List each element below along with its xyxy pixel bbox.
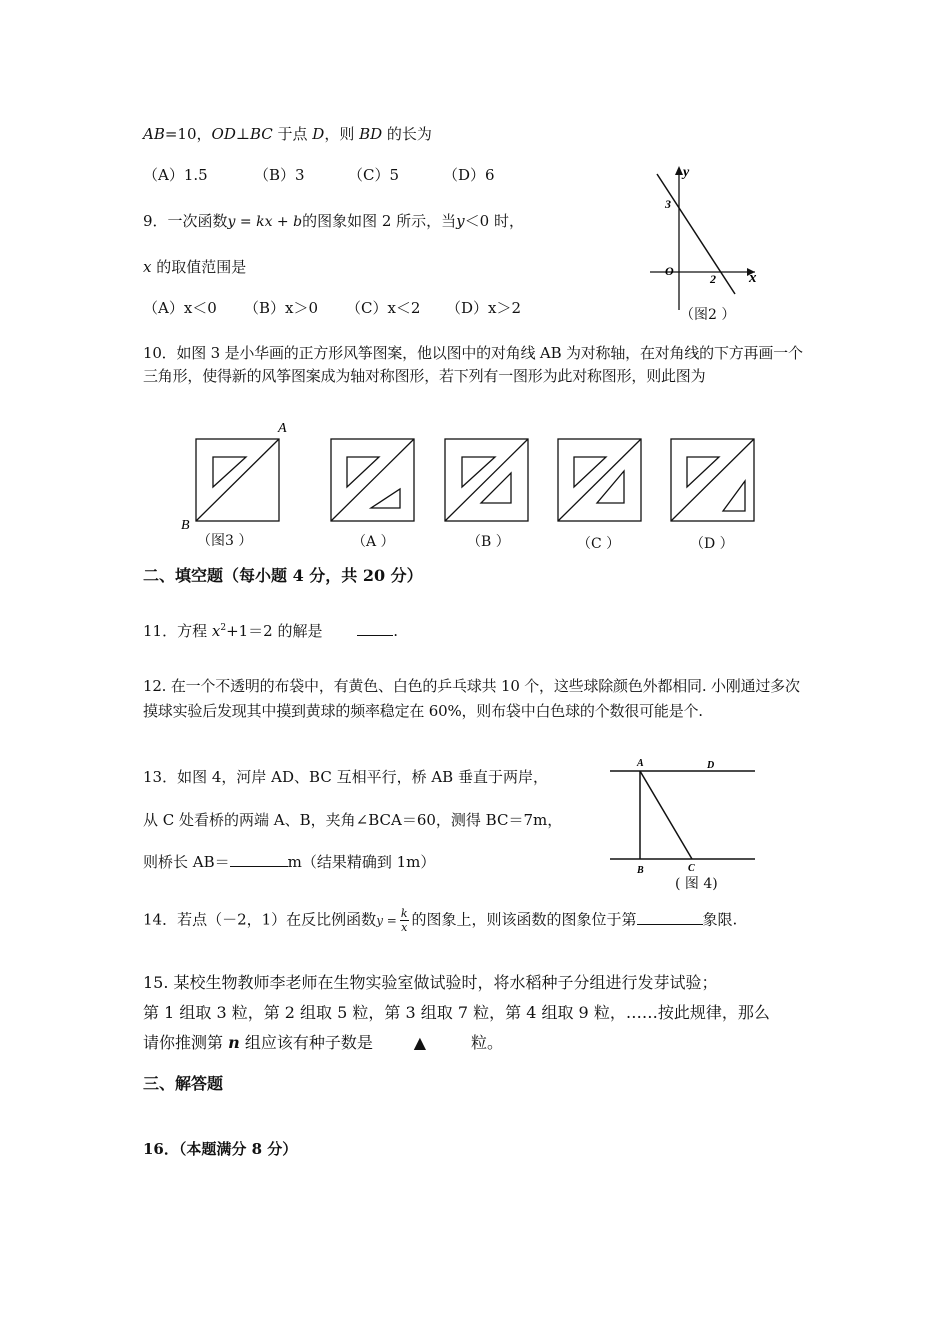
q15-line2: 第 1 组取 3 粒，第 2 组取 5 粒，第 3 组取 7 粒，第 4 组取 9 粒，……按此规律，那么 (143, 1003, 770, 1022)
y-axis-arrow (675, 166, 683, 175)
q11-answer-blank[interactable] (357, 621, 393, 636)
x-axis-label: x (749, 270, 757, 286)
section-2-title: 二、填空题（每小题 4 分，共 20 分） (143, 566, 423, 585)
q11-exponent: 2 (220, 623, 227, 633)
q9-y: y (456, 212, 465, 230)
q9-option-c: （C）x＜2 (346, 299, 421, 317)
option-a-kite (331, 439, 414, 521)
option-b-kite (445, 439, 528, 521)
option-d-caption: （D ） (690, 536, 734, 552)
figure-3-label-a: A (278, 421, 287, 436)
q13-answer-blank[interactable] (230, 852, 288, 867)
q15-line3-pre: 请你推测第 (143, 1033, 229, 1052)
figure-2-graph (645, 160, 765, 325)
q15-line1: 15. 某校生物教师李老师在生物实验室做试验时，将水稻种子分组进行发芽试验； (143, 973, 718, 992)
q9-cond: ＜0 时， (464, 212, 524, 230)
q11-post: +1＝2 的解是 (226, 622, 323, 640)
q8-eq: =10， (164, 125, 212, 143)
q9-option-a: （A）x＜0 (143, 299, 217, 317)
kite-figures (175, 415, 775, 535)
q8-perp: ⊥ (235, 125, 250, 143)
q13-line3 (143, 852, 435, 872)
origin-label: O (665, 264, 674, 278)
y-axis-label: y (683, 165, 690, 180)
q9-x: x (143, 258, 152, 276)
q14-pre: 14．若点（－2，1）在反比例函数 (143, 910, 377, 929)
q14-fraction-numerator: k (400, 907, 408, 920)
q8-mid: 于点 (272, 125, 313, 143)
q8-ab: AB (143, 125, 165, 143)
label-c: C (688, 863, 695, 874)
q15-answer-marker: ▲ (413, 1033, 427, 1052)
q9-range-text: 的取值范围是 (151, 258, 247, 276)
y-intercept-label: 3 (665, 197, 671, 211)
q8-option-b: （B）3 (254, 166, 305, 184)
q14-fraction-denominator: x (401, 921, 408, 934)
q8-option-d: （D）6 (443, 166, 495, 184)
section-3-title: 三、解答题 (143, 1074, 224, 1093)
sightline-ac (640, 771, 692, 859)
q11-text (143, 618, 398, 641)
q14-text (143, 907, 737, 934)
q8-d: D (312, 125, 325, 143)
q9-prefix: 9．一次函数 (143, 212, 228, 230)
q14-answer-blank[interactable] (637, 910, 703, 925)
q12-text: 12. 在一个不透明的布袋中，有黄色、白色的乒乓球共 10 个，这些球除颜色外都相同. 小刚通过多次摸球实验后发现其中摸到黄球的频率稳定在 60%，则布袋中白色球的个数很可能是个. (143, 677, 800, 720)
q9-mid: 的图象如图 2 所示，当 (302, 212, 457, 230)
q9-function: y = kx + b (227, 214, 303, 230)
q11-pre: 11．方程 (143, 622, 212, 640)
option-b-caption: （B ） (467, 534, 510, 550)
label-b: B (637, 865, 644, 876)
q11-end: . (393, 622, 399, 640)
figure-2-caption: （图2 ） (680, 307, 736, 323)
q14-post: 象限. (702, 910, 738, 929)
option-c-caption: （C ） (577, 536, 621, 552)
q8-statement (143, 124, 432, 144)
q15-n: n (228, 1033, 240, 1052)
q8-bd: BD (359, 125, 383, 143)
q8-od: OD (211, 125, 236, 143)
figure-3-label-b: B (181, 518, 190, 533)
q14-fraction (400, 907, 409, 934)
q13-line3-pre: 则桥长 AB＝ (143, 853, 230, 871)
label-d: D (707, 760, 715, 771)
option-d-kite (671, 439, 754, 521)
q13-line2: 从 C 处看桥的两端 A、B，夹角∠BCA＝60，测得 BC＝7m， (143, 811, 563, 829)
q9-line2 (143, 257, 246, 277)
q9-option-d: （D）x＞2 (446, 299, 522, 317)
option-c-kite (558, 439, 641, 521)
figure-3-caption: （图3 ） (197, 533, 253, 549)
q9-line1 (143, 211, 524, 232)
q8-option-c: （C）5 (348, 166, 400, 184)
q8-bc: BC (249, 125, 273, 143)
q14-mid: 的图象上，则该函数的图象位于第 (411, 910, 637, 929)
figure-4-river (600, 752, 765, 877)
q10-text: 10．如图 3 是小华画的正方形风筝图案，他以图中的对角线 AB 为对称轴，在对角线的下方再画一个三角形，使得新的风筝图案成为轴对称图形，若下列有一图形为此对称图形，则此图为 (143, 344, 803, 385)
q11-x: x (211, 622, 221, 640)
q15-line3-post: 粒。 (471, 1033, 504, 1052)
q9-option-b: （B）x＞0 (244, 299, 319, 317)
q8-option-a: （A）1.5 (143, 166, 208, 184)
figure-4-caption: ( 图 4) (675, 876, 718, 892)
option-a-caption: （A ） (352, 534, 395, 550)
x-intercept-label: 2 (710, 272, 716, 286)
q13-line1: 13．如图 4，河岸 AD、BC 互相平行，桥 AB 垂直于两岸， (143, 768, 548, 786)
figure-3-kite (196, 439, 279, 521)
label-a: A (637, 758, 644, 769)
q8-then: ，则 (324, 125, 360, 143)
q13-line3-post: m（结果精确到 1m） (287, 853, 436, 871)
q14-func-y: y = (376, 913, 397, 928)
q15-line3-mid: 组应该有种子数是 (239, 1033, 373, 1052)
q15-line3 (143, 1032, 503, 1054)
q16-title: 16．（本题满分 8 分） (143, 1140, 298, 1158)
q8-end: 的长为 (382, 125, 432, 143)
